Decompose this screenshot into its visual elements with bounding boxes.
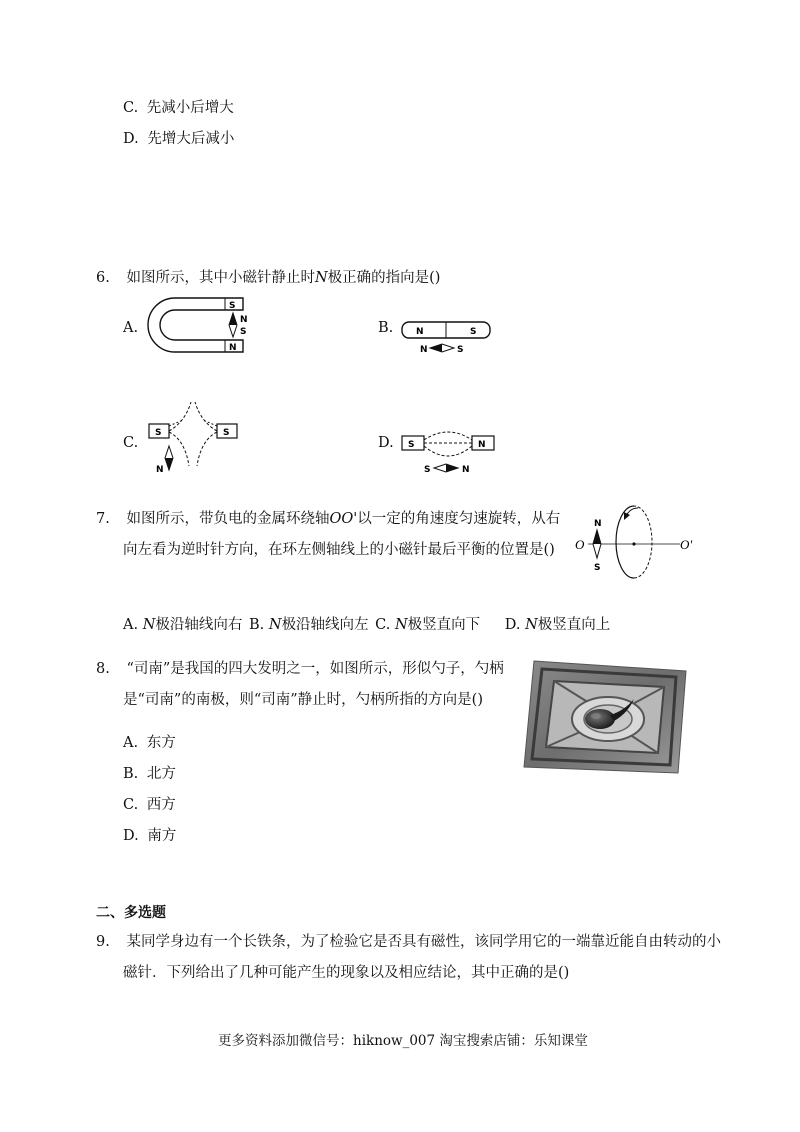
q7-fig-o-right: O' [680,537,693,552]
q7-option-a-label: A. [123,617,139,633]
q7-line1-var: OO' [329,511,358,527]
q7-options [123,615,610,635]
q8-option-a-text: 东方 [146,735,176,751]
q6-c-left-pole: S [155,428,162,438]
q6-stem [96,268,440,288]
q8-line1: “司南”是我国的四大发明之一，如图所示，形似勺子，勺柄 [126,661,504,677]
q6-stem-var: N [314,270,328,286]
q6-figure-b [398,318,494,358]
q8-stem-line2 [123,690,483,710]
section-multiple-choice-title: 二、多选题 [96,905,166,921]
page-footer: 更多资料添加微信号：hiknow_007 淘宝搜索店铺：乐知课堂 [218,1033,588,1049]
q7-option-c-var: N [394,617,408,633]
q9-number: 9. [96,934,110,950]
q6-stem-a: 如图所示，其中小磁针静止时 [126,270,315,286]
q6-option-a-label: A. [123,320,139,336]
q8-option-a [123,733,176,753]
q7-figure [570,502,700,582]
q7-option-a-var: N [142,617,156,633]
q8-option-d-text: 南方 [147,828,177,844]
q5-option-d-text: 先增大后减小 [147,131,235,147]
q8-number: 8. [96,661,110,677]
q5-option-d [123,129,234,149]
q7-stem-line2 [123,540,555,560]
q6-b-needle-n: N [420,345,428,355]
q6-b-left-pole: N [416,327,424,337]
q6-a-top-pole: S [229,301,236,311]
q7-line2: 向左看为逆时针方向，在环左侧轴线上的小磁针最后平衡的位置是 [123,542,544,558]
q9-line2: 磁针．下列给出了几种可能产生的现象以及相应结论，其中正确的是 [123,965,558,981]
q7-paren: () [543,542,555,558]
q7-number: 7. [96,511,110,527]
q8-option-d-label: D. [123,828,139,844]
q7-option-d-label: D. [504,617,521,633]
q6-figure-d [398,426,498,476]
q9-stem-line1 [96,932,721,952]
q7-option-b-var: N [268,617,282,633]
q6-figure-c [143,400,245,474]
q6-d-needle-s: S [424,465,431,475]
q7-option-b-text: 极沿轴线向左 [281,617,369,633]
q8-option-a-label: A. [123,735,139,751]
q8-paren: () [471,692,483,708]
q6-b-right-pole: S [470,327,477,337]
q6-paren: () [429,270,441,286]
q7-option-c-text: 极竖直向下 [407,617,481,633]
q5-option-c-text: 先减小后增大 [146,100,234,116]
q7-option-c-label: C. [375,617,391,633]
q6-a-needle-n: N [240,315,248,325]
q6-d-right-pole: N [478,440,486,450]
q7-option-a-text: 极沿轴线向右 [155,617,243,633]
q6-option-c-label: C. [123,435,139,451]
q7-stem-line1 [96,509,560,529]
q6-a-needle-s: S [240,327,247,337]
q8-option-c-label: C. [123,797,139,813]
q8-option-c-text: 西方 [146,797,176,813]
q6-d-left-pole: S [408,440,415,450]
q7-fig-needle-n: N [594,519,602,529]
q7-line1-b: 以一定的角速度匀速旋转，从右 [357,511,561,527]
q5-option-c-label: C. [123,100,139,116]
q9-stem-line2 [123,963,569,983]
q8-option-b-label: B. [123,766,139,782]
q6-c-right-pole: S [223,428,230,438]
q7-line1-a: 如图所示，带负电的金属环绕轴 [126,511,330,527]
q6-stem-b: 极正确的指向是 [327,270,430,286]
q9-paren: () [558,965,570,981]
q8-option-b [123,764,176,784]
q6-b-needle-s: S [457,345,464,355]
q8-option-d [123,826,176,846]
q6-a-bottom-pole: N [229,343,237,353]
q5-option-d-label: D. [123,131,139,147]
q7-fig-o-left: O [575,537,585,552]
q6-d-needle-n: N [462,465,470,475]
q8-option-b-text: 北方 [146,766,176,782]
q7-option-b-label: B. [249,617,265,633]
q7-option-d-text: 极竖直向上 [537,617,611,633]
q6-figure-a [145,294,255,356]
q8-option-c [123,795,176,815]
q9-line1: 某同学身边有一个长铁条，为了检验它是否具有磁性，该同学用它的一端靠近能自由转动的小 [126,934,721,950]
q7-fig-needle-s: S [594,563,601,573]
q6-option-b-label: B. [378,320,394,336]
q8-line2: 是“司南”的南极，则“司南”静止时，勺柄所指的方向是 [123,692,472,708]
q6-number: 6. [96,270,110,286]
q8-stem-line1 [96,659,504,679]
sinan-compass-photo [520,655,690,777]
q6-c-needle: N [156,465,164,474]
q5-option-c [123,98,234,118]
q7-option-d-var: N [525,617,538,633]
q6-option-d-label: D. [378,435,394,451]
